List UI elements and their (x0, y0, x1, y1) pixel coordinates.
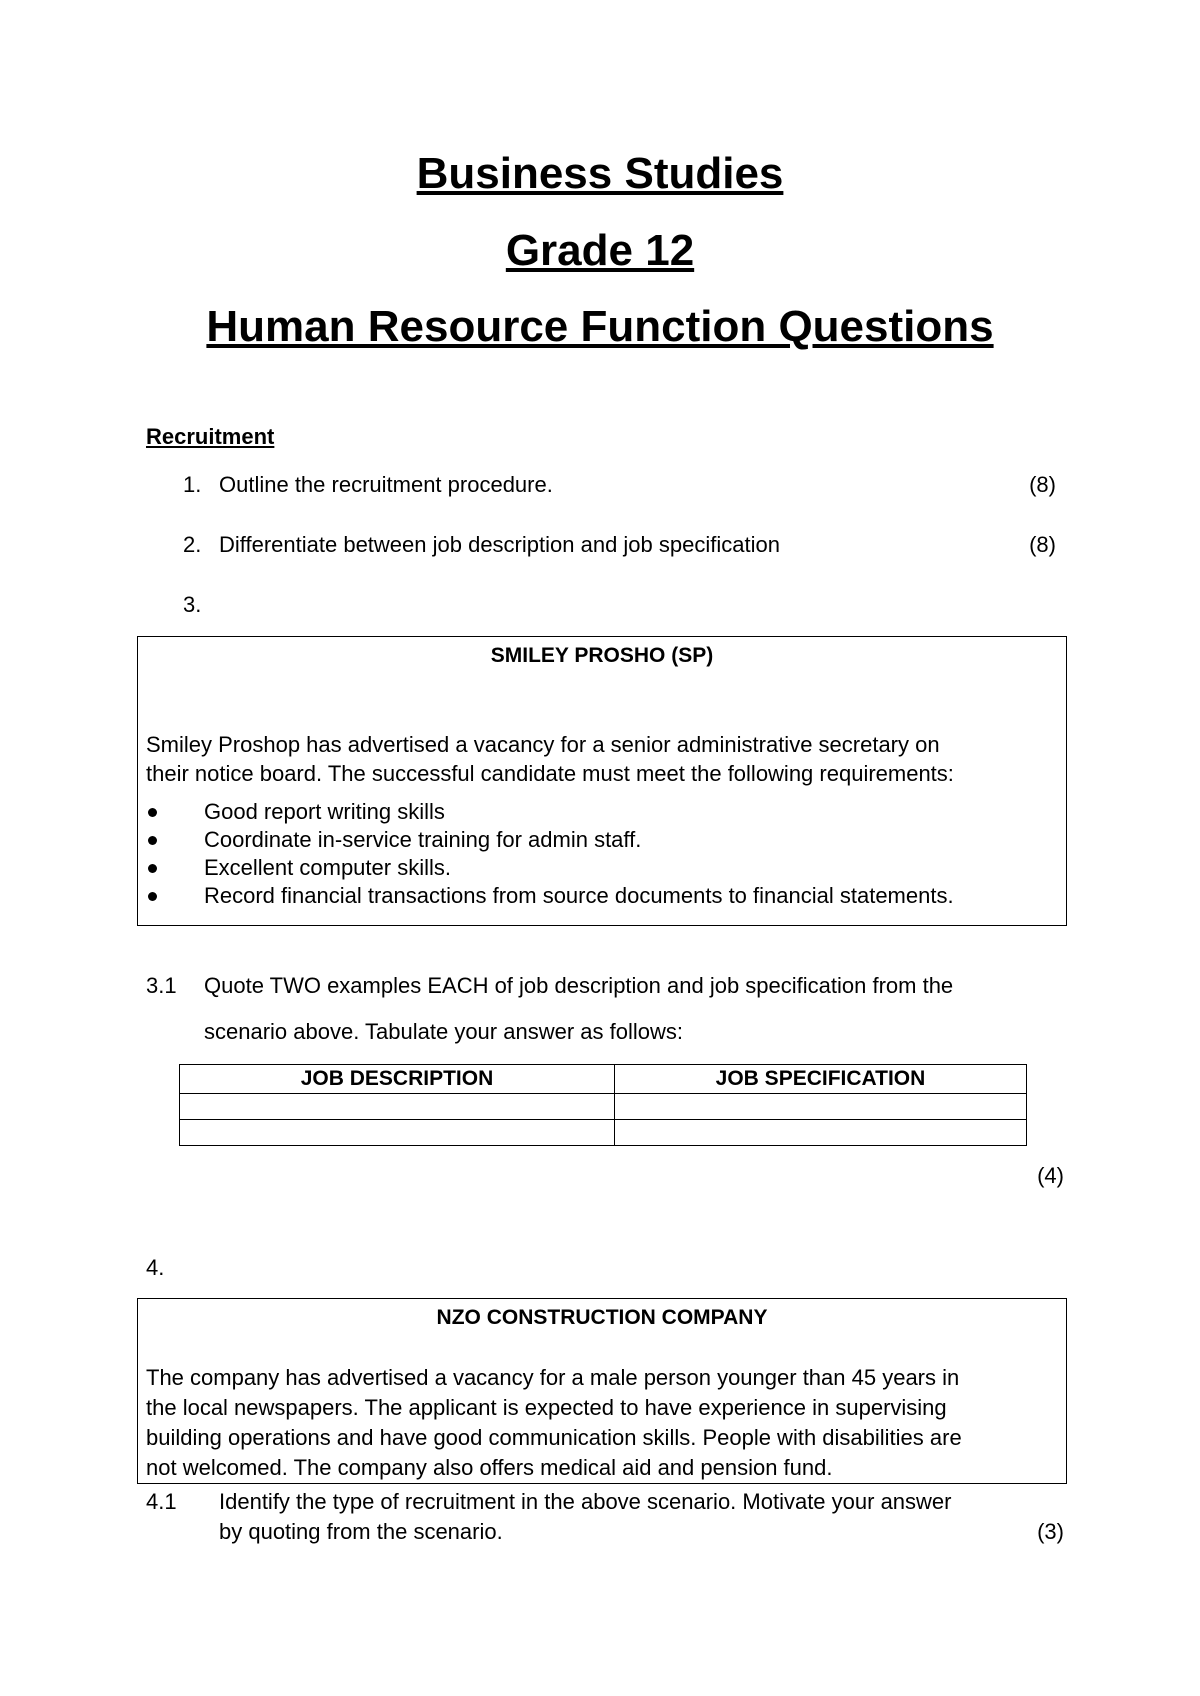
case-study-text-line: their notice board. The successful candidate must meet the following requirements: (146, 761, 954, 786)
question-text-line: scenario above. Tabulate your answer as follows: (204, 1019, 683, 1044)
case-study-text-line: not welcomed. The company also offers medical aid and pension fund. (146, 1455, 833, 1480)
table-cell[interactable] (180, 1120, 615, 1146)
case-study-title: SMILEY PROSHO (SP) (490, 644, 714, 667)
document-title: Business Studies (416, 149, 784, 198)
section-heading-recruitment: Recruitment (146, 424, 275, 449)
bullet-icon (148, 892, 157, 901)
bullet-icon (148, 808, 157, 817)
case-study-box-nzo (137, 1298, 1067, 1484)
list-item: Good report writing skills (146, 798, 1058, 826)
question-number: 4.1 (146, 1489, 177, 1514)
list-item: Coordinate in-service training for admin staff. (146, 826, 1058, 854)
question-4-1-marks: (3) (1037, 1519, 1064, 1544)
question-text-line: by quoting from the scenario. (219, 1519, 503, 1544)
case-study-text-line: Smiley Proshop has advertised a vacancy for a senior administrative secretary on (146, 732, 940, 757)
question-number: 4. (146, 1255, 165, 1280)
answer-table (179, 1064, 1027, 1146)
question-3-1-marks: (4) (1037, 1163, 1064, 1188)
question-1-marks: (8) (1029, 472, 1056, 497)
question-text: Differentiate between job description and job specification (219, 532, 780, 557)
case-study-text-line: The company has advertised a vacancy for a male person younger than 45 years in (146, 1365, 960, 1390)
list-item: Record financial transactions from source documents to financial statements. (146, 882, 1058, 910)
case-study-box-smiley (137, 636, 1067, 926)
case-study-text-line: the local newspapers. The applicant is expected to have experience in supervising (146, 1395, 947, 1420)
table-row (180, 1120, 1027, 1146)
bullet-icon (148, 836, 157, 845)
table-header-job-specification: JOB SPECIFICATION (615, 1065, 1027, 1094)
question-text: Outline the recruitment procedure. (219, 472, 553, 497)
table-cell[interactable] (615, 1094, 1027, 1120)
question-text-line: Quote TWO examples EACH of job description and job specification from the (204, 973, 954, 998)
topic-heading: Human Resource Function Questions (206, 302, 994, 351)
bullet-icon (148, 864, 157, 873)
question-number: 1. (183, 472, 202, 497)
question-number: 3.1 (146, 973, 177, 998)
table-header-job-description: JOB DESCRIPTION (180, 1065, 615, 1094)
requirements-list (146, 798, 1058, 910)
table-cell[interactable] (180, 1094, 615, 1120)
question-2-marks: (8) (1029, 532, 1056, 557)
question-text-line: Identify the type of recruitment in the above scenario. Motivate your answer (219, 1489, 952, 1514)
list-item: Excellent computer skills. (146, 854, 1058, 882)
question-number: 3. (183, 592, 202, 617)
case-study-text-line: building operations and have good communication skills. People with disabilities are (146, 1425, 962, 1450)
case-study-title: NZO CONSTRUCTION COMPANY (436, 1306, 768, 1329)
question-number: 2. (183, 532, 202, 557)
grade-heading: Grade 12 (505, 226, 695, 275)
table-cell[interactable] (615, 1120, 1027, 1146)
table-row (180, 1094, 1027, 1120)
